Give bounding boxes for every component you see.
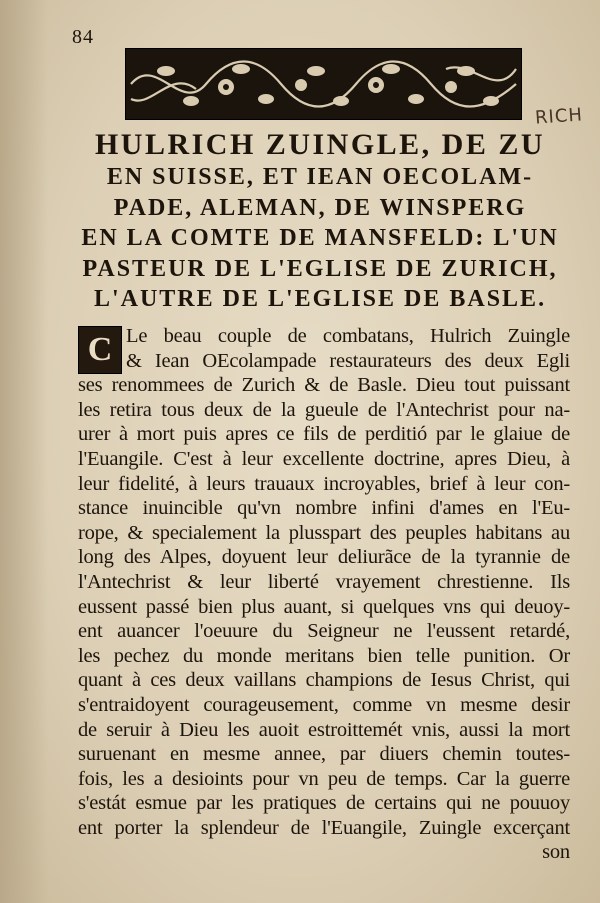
heading-line: PASTEUR DE L'EGLISE DE ZURICH, — [82, 255, 558, 282]
text-line: de seruir à Dieu les auoit estroittemét vnis, aussi la mort — [78, 718, 570, 741]
foliage-ornament-icon — [126, 49, 521, 119]
text-line: fois, les a desioints pour vn peu de temps. Car la guerre — [78, 767, 570, 790]
text-line: s'estát esmue par les pratiques de certains qui ne pouuoy — [78, 792, 570, 815]
chapter-heading — [70, 128, 570, 315]
text-line: l'Antechrist & leur liberté vrayement chrestienne. Ils — [78, 570, 570, 593]
page-gutter-shadow — [0, 0, 48, 903]
text-line: quant à ces deux vaillans champions de Iesus Christ, qui — [78, 669, 570, 692]
text-line: leur fidelité, à leurs trauaux incroyables, brief à leur con- — [78, 472, 570, 495]
text-line: urer à mort puis apres ce fils de perditió par le glaiue de — [78, 423, 570, 446]
catchword: son — [542, 841, 570, 864]
text-line: eussent passé bien plus auant, si quelques vns qui deuoy- — [78, 595, 570, 618]
text-line: stance inuincible qu'vn nombre infini d'ames en l'Eu- — [78, 497, 570, 520]
text-line: ses renommees de Zurich & de Basle. Dieu tout puissant — [78, 374, 570, 397]
text-line: Le beau couple de combatans, Hulrich Zuingle — [126, 325, 570, 347]
text-line: rope, & specialement la plusspart des peuples habitans au — [78, 521, 570, 544]
text-line: les pechez du monde meritans bien telle punition. Or — [78, 644, 570, 667]
text-line: suruenant en mesme annee, par diuers chemin toutes- — [78, 743, 570, 766]
text-line: les retira tous deux de la gueule de l'Antechrist pour na- — [78, 398, 570, 421]
text-line: ent porter la splendeur de l'Euangile, Zuingle excerçant — [78, 816, 570, 839]
text-line: s'entraidoyent courageusement, comme vn mesme desir — [78, 693, 570, 716]
text-line: l'Euangile. C'est à leur excellente doctrine, apres Dieu, à — [78, 447, 570, 470]
heading-line: PADE, ALEMAN, DE WINSPERG — [113, 194, 527, 221]
handwritten-margin-note: RICH — [534, 104, 584, 129]
heading-line: L'AUTRE DE L'EGLISE DE BASLE. — [93, 286, 547, 312]
body-paragraph — [78, 324, 570, 865]
text-line: ent auancer l'oeuure du Seigneur ne l'eussent retardé, — [78, 620, 570, 643]
heading-line: EN LA COMTE DE MANSFELD: L'UN — [81, 225, 559, 251]
drop-cap-letter: C — [87, 331, 113, 368]
drop-cap-initial — [78, 326, 122, 374]
page-number: 84 — [72, 26, 94, 48]
ornamental-headpiece — [125, 48, 522, 120]
heading-line: HULRICH ZUINGLE, DE ZU — [94, 128, 546, 161]
text-line: & Iean OEcolampade restaurateurs des deux Egli — [126, 349, 570, 372]
text-line: long des Alpes, doyuent leur deliurãce de la tyrannie de — [78, 546, 570, 569]
heading-line: EN SUISSE, ET IEAN OECOLAM- — [106, 164, 534, 190]
